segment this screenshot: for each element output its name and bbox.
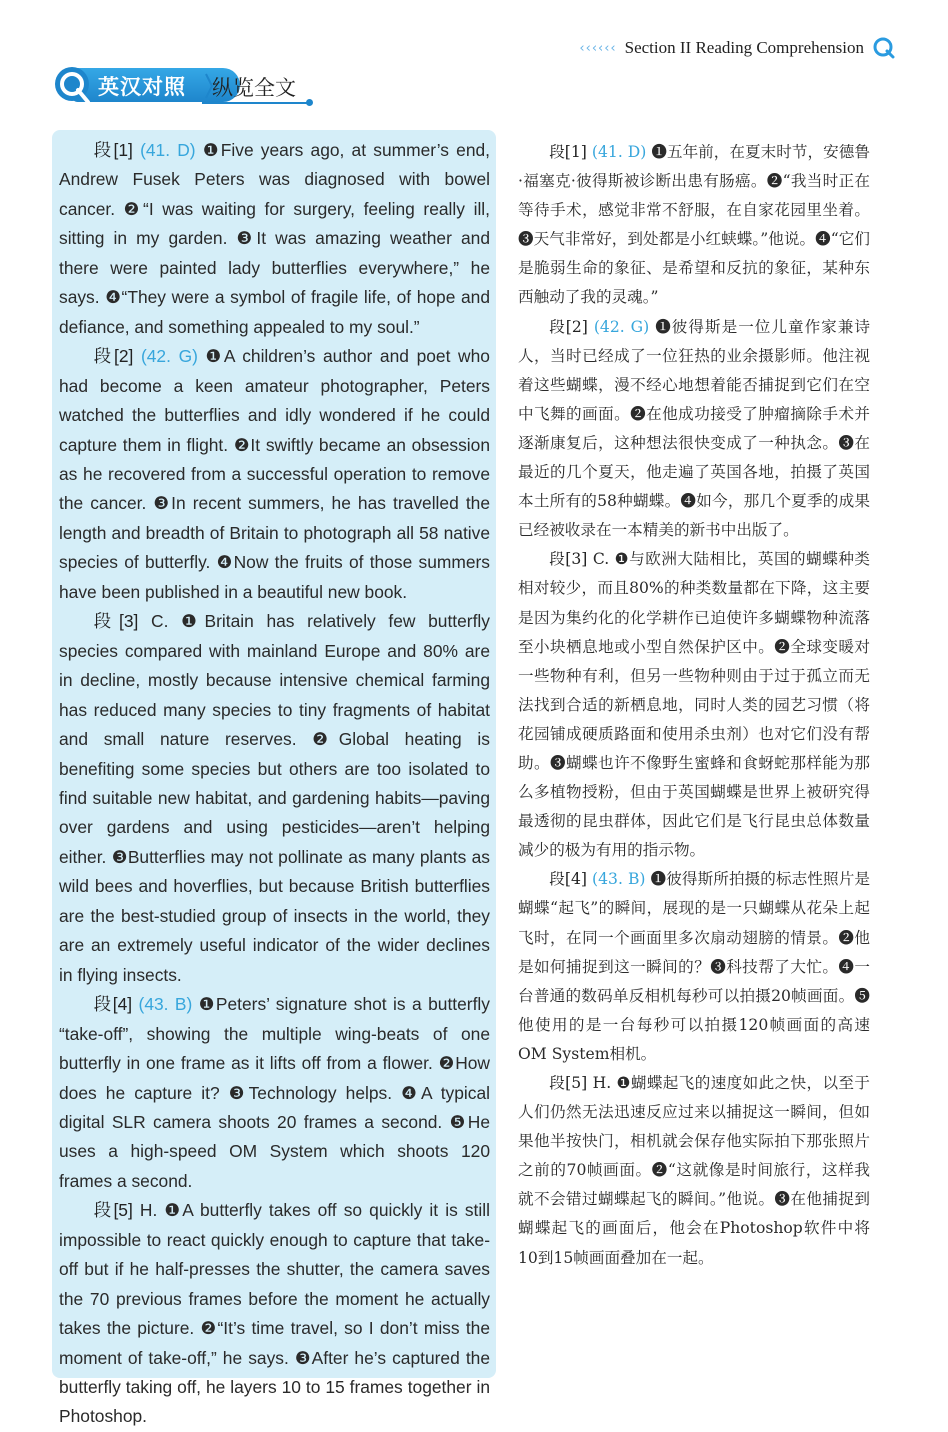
chinese-paragraph-5 <box>518 1069 870 1273</box>
paragraph-text: ❶Five years ago, at summer’s end, Andrew Fusek Peters was diagnosed with bowel cancer. ❷“I was waiting for surgery, feeling really ill, sitting in my garden. ❸It was amazing weather and there were painted lady butterflies everywhere,” he says. ❹“They were a symbol of fragile life, of hope and defiance, and something appealed to my soul.” <box>59 140 490 337</box>
header-dot <box>306 99 313 106</box>
chinese-paragraph-4 <box>518 865 870 1069</box>
english-paragraph-3 <box>59 607 490 990</box>
section-header <box>52 68 322 108</box>
english-paragraph-5 <box>59 1196 490 1432</box>
paragraph-mark: 段[3] <box>549 550 588 569</box>
answer-key: H. <box>592 1074 612 1092</box>
paragraph-text: ❶A butterfly takes off so quickly it is still impossible to react quickly enough to capture that take-off but if he half-presses the shutter, the camera saves the 70 previous frames before the moment he actually takes the picture. ❷“It’s time travel, so I don’t miss the moment of take-off,” he says. ❸After he’s captured the butterfly taking off, he layers 10 to 15 frames together in Photoshop. <box>59 1200 490 1427</box>
q-logo-icon <box>872 36 896 60</box>
answer-key: (43. B) <box>138 994 193 1015</box>
chinese-paragraph-3 <box>518 545 870 865</box>
paragraph-text: ❶A children’s author and poet who had become a keen amateur photographer, Peters watched the butterflies and idly wondered if he could capture them in flight. ❷It swiftly became an obsession as he recovered from a successful operation to remove the cancer. ❸In recent summers, he has travelled the length and breadth of Britain to photograph all 58 native species of butterfly. ❹Now the fruits of those summers have been published in a beautiful new book. <box>59 346 490 602</box>
q-logo-icon <box>52 64 96 108</box>
english-paragraph-1 <box>59 136 490 342</box>
paragraph-mark: 段[4] <box>93 994 133 1015</box>
chinese-column <box>518 138 870 1273</box>
paragraph-mark: 段[1] <box>93 140 133 160</box>
paragraph-text: ❶五年前，在夏末时节，安德鲁·福塞克·彼得斯被诊断出患有肠癌。❷“我当时正在等待手术，感觉非常不舒服，在自家花园里坐着。❸天气非常好，到处都是小红蛱蝶。”他说。❹“它们是脆弱生命的象征、是希望和反抗的象征，某种东西触动了我的灵魂。” <box>518 143 870 307</box>
paragraph-mark: 段[2] <box>549 317 588 336</box>
answer-key: H. <box>139 1200 158 1221</box>
answer-key: (42. G) <box>140 346 198 367</box>
answer-key: (41. D) <box>591 143 647 161</box>
paragraph-mark: 段[4] <box>549 870 587 889</box>
paragraph-mark: 段[5] <box>549 1074 588 1092</box>
paragraph-text: ❶蝴蝶起飞的速度如此之快，以至于人们仍然无法迅速反应过来以捕捉这一瞬间，但如果他半按快门，相机就会保存他实际拍下那张照片之前的70帧画面。❷“这就像是时间旅行，这样我就不会错过蝴蝶起飞的瞬间。”他说。❸在他捕捉到蝴蝶起飞的画面后，他会在Photoshop软件中将10到15帧画面叠加在一起。 <box>518 1074 870 1267</box>
chinese-paragraph-2 <box>518 313 870 546</box>
chinese-paragraph-1 <box>518 138 870 313</box>
paragraph-mark: 段[1] <box>549 143 587 161</box>
answer-key: C. <box>151 611 169 632</box>
paragraph-text: ❶彼得斯所拍摄的标志性照片是蝴蝶“起飞”的瞬间，展现的是一只蝴蝶从花朵上起飞时，在同一个画面里多次扇动翅膀的情景。❷他是如何捕捉到这一瞬间的？❸科技帮了大忙。❹一台普通的数码单反相机每秒可以拍摄20帧画面。❺他使用的是一台每秒可以拍摄120帧画面的高速OM System相机。 <box>518 870 870 1063</box>
answer-key: (41. D) <box>140 140 196 160</box>
paragraph-mark: 段[2] <box>93 346 134 367</box>
paragraph-mark: 段[3] <box>93 611 139 632</box>
paragraph-text: ❶Britain has relatively few butterfly species compared with mainland Europe and 80% are in decline, mostly because intensive chemical farming has reduced many species to tiny fragments of habitat and small nature reserves. ❷Global heating is benefiting some species but others are too isolated to find suitable new habitat, and gardening habits—paving over gardens and using pesticides—aren’t helping either. ❸Butterflies may not pollinate as many plants as wild bees and hoverflies, but because British butterflies are the best-studied group of insects in the world, they are an extremely useful indicator of the wider declines in flying insects. <box>59 611 490 985</box>
section-title: Section II Reading Comprehension <box>624 38 864 57</box>
header-main-label: 英汉对照 <box>98 75 186 99</box>
english-paragraph-2 <box>59 342 490 607</box>
chevrons-left-icon: ‹‹‹‹‹‹ <box>579 40 617 56</box>
english-column <box>59 136 490 1432</box>
paragraph-mark: 段[5] <box>93 1200 133 1221</box>
answer-key: (42. G) <box>593 317 650 336</box>
paragraph-text: ❶与欧洲大陆相比，英国的蝴蝶种类相对较少，而且80%的种类数量都在下降，这主要是因为集约化的化学耕作已迫使许多蝴蝶物种流落至小块栖息地或小型自然保护区中。❷全球变暖对一些物种有利，但另一些物种则由于过于孤立而无法找到合适的新栖息地，同时人类的园艺习惯（将花园铺成硬质路面和使用杀虫剂）也对它们没有帮助。❸蝴蝶也许不像野生蜜蜂和食蚜蛇那样能为那么多植物授粉，但由于英国蝴蝶是世界上被研究得最透彻的昆虫群体，因此它们是飞行昆虫总体数量减少的极为有用的指示物。 <box>518 550 871 860</box>
english-paragraph-4 <box>59 990 490 1196</box>
paragraph-text: ❶彼得斯是一位儿童作家兼诗人，当时已经成了一位狂热的业余摄影师。他注视着这些蝴蝶，漫不经心地想着能否捕捉到它们在空中飞舞的画面。❷在他成功接受了肿瘤摘除手术并逐渐康复后，这种想法很快变成了一种执念。❸在最近的几个夏天，他走遍了英国各地，拍摄了英国本土所有的58种蝴蝶。❹如今，那几个夏季的成果已经被收录在一本精美的新书中出版了。 <box>518 317 870 540</box>
answer-key: C. <box>592 550 610 569</box>
header-sub-label: 纵览全文 <box>212 76 296 100</box>
answer-key: (43. B) <box>592 870 646 889</box>
header-underline <box>202 102 310 104</box>
running-header <box>579 34 896 62</box>
paragraph-text: ❶Peters’ signature shot is a butterfly “take-off”, showing the multiple wing-beats of one butterfly in one frame as it lifts off from a flower. ❷How does he capture it? ❸Technology helps. ❹A typical digital SLR camera shoots 20 frames a second. ❺He uses a high-speed OM System which shoots 120 frames a second. <box>59 994 490 1191</box>
